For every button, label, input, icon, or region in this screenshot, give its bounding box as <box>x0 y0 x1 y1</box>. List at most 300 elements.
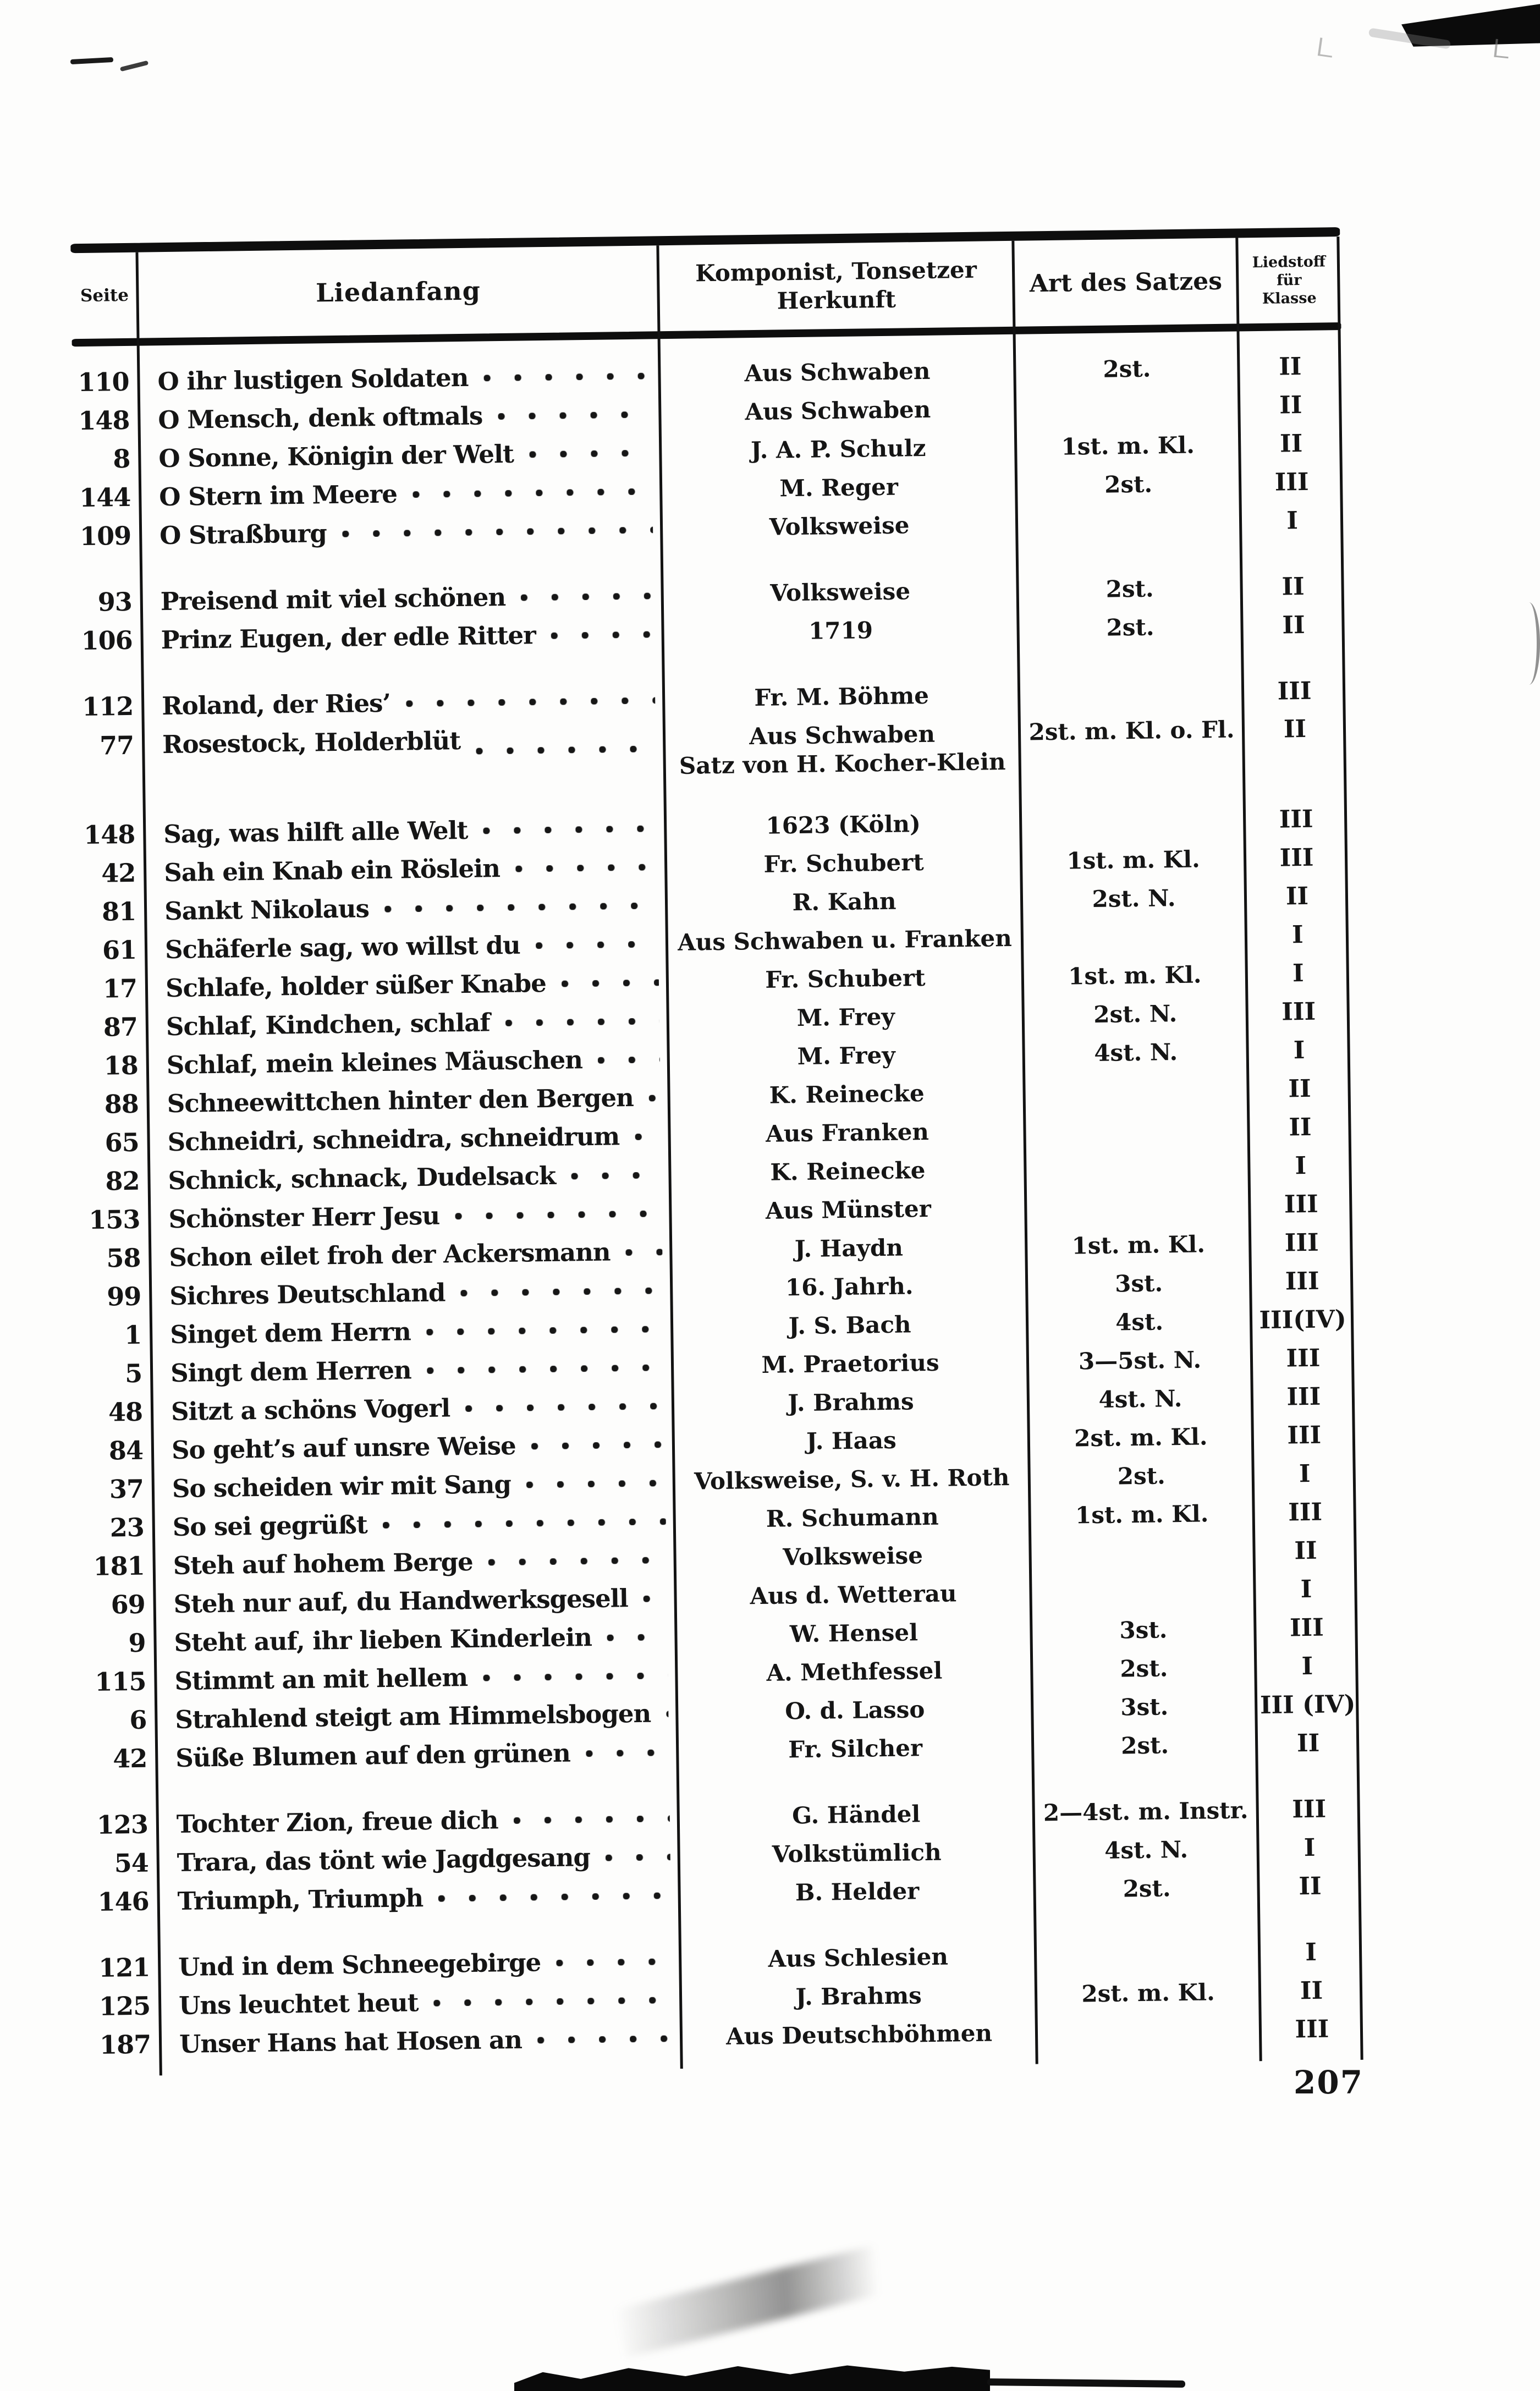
song-title: Sitzt a schöns Vogerl <box>170 1393 450 1426</box>
komponist-herkunft-cell <box>681 1980 1037 2013</box>
dot-leader <box>406 697 655 707</box>
seite-number: 58 <box>106 1243 141 1273</box>
header-komponist-line1: Komponist, Tonsetzer <box>695 256 977 287</box>
komponist-line: Volksweise <box>782 1542 923 1571</box>
song-title: Steht auf, ihr lieben Kinderlein <box>174 1622 592 1657</box>
klasse-cell: III <box>1285 1267 1319 1295</box>
art-des-satzes-cell: 4st. N. <box>1104 1835 1189 1864</box>
liedanfang-cell <box>141 514 662 550</box>
komponist-line: Aus Schwaben u. Franken <box>677 924 1013 956</box>
komponist-herkunft-cell <box>667 924 1023 957</box>
komponist-line: J. S. Bach <box>788 1311 911 1340</box>
song-title: Schneidri, schneidra, schneidrum <box>167 1121 620 1157</box>
song-title: Süße Blumen auf den grünen <box>175 1738 571 1773</box>
seite-number: 37 <box>109 1474 144 1504</box>
komponist-herkunft-cell <box>674 1463 1030 1496</box>
header-komponist-line2: Herkunft <box>777 285 897 315</box>
header-klasse-line2: für <box>1276 271 1302 289</box>
komponist-line: Fr. Schubert <box>763 849 925 878</box>
seite-number: 42 <box>112 1743 147 1774</box>
komponist-herkunft-cell <box>664 714 1020 780</box>
komponist-line: M. Praetorius <box>761 1349 939 1378</box>
dot-leader <box>515 864 657 872</box>
art-des-satzes-cell: 1st. m. Kl. <box>1066 845 1201 875</box>
liedanfang-cell <box>148 1121 670 1157</box>
komponist-line: M. Frey <box>796 1003 895 1032</box>
liedanfang-cell <box>147 967 668 1003</box>
komponist-line: J. Haydn <box>794 1234 904 1263</box>
komponist-herkunft-cell <box>671 1232 1027 1265</box>
seite-number: 82 <box>105 1166 140 1196</box>
letter-group <box>91 1789 1362 1921</box>
dot-leader <box>476 745 656 754</box>
art-des-satzes-cell: 2st. <box>1103 355 1151 383</box>
seite-number: 123 <box>96 1809 148 1840</box>
liedanfang-cell <box>160 1984 681 2020</box>
klasse-cell: I <box>1286 506 1299 535</box>
liedanfang-cell <box>146 928 668 964</box>
song-title: O Mensch, denk oftmals <box>158 400 483 435</box>
komponist-line: Aus Schlesien <box>768 1943 949 1972</box>
dot-leader <box>488 1557 667 1565</box>
dot-leader <box>483 825 657 834</box>
song-title: Sankt Nikolaus <box>164 893 370 926</box>
komponist-line: W. Hensel <box>789 1619 919 1648</box>
liedanfang-cell <box>154 1544 675 1580</box>
seite-number: 110 <box>78 366 129 398</box>
art-des-satzes-cell <box>1025 1089 1248 1092</box>
komponist-herkunft-cell <box>670 1155 1026 1188</box>
klasse-cell: I <box>1305 1938 1317 1966</box>
komponist-line: J. Brahms <box>795 1982 922 2011</box>
song-title: Singet dem Herrn <box>169 1316 411 1349</box>
song-title: Prinz Eugen, der edle Ritter <box>161 620 536 655</box>
art-des-satzes-cell <box>1036 1953 1260 1955</box>
header-seite: Seite <box>80 285 129 306</box>
song-title: Tochter Zion, freue dich <box>176 1805 498 1839</box>
komponist-line: J. A. P. Schulz <box>750 434 926 464</box>
komponist-line: Fr. Silcher <box>788 1734 923 1763</box>
klasse-cell: III <box>1286 1344 1321 1372</box>
scan-artifact-dash <box>70 57 113 64</box>
komponist-line: Aus Franken <box>765 1118 930 1147</box>
liedanfang-cell <box>157 1737 678 1773</box>
komponist-line: B. Helder <box>795 1877 920 1906</box>
art-des-satzes-cell: 3st. <box>1114 1269 1163 1298</box>
dot-leader <box>644 1595 667 1602</box>
komponist-herkunft-cell <box>666 809 1021 842</box>
klasse-cell: II <box>1283 714 1307 744</box>
seite-number: 5 <box>124 1358 142 1389</box>
komponist-herkunft-cell <box>672 1309 1028 1342</box>
liedanfang-cell <box>145 813 666 849</box>
art-des-satzes-cell <box>1031 1551 1255 1554</box>
komponist-line: J. Haas <box>806 1426 897 1455</box>
komponist-line: Aus Münster <box>765 1195 932 1224</box>
liedanfang-cell <box>140 476 662 512</box>
klasse-cell: III <box>1288 1498 1323 1526</box>
seite-number: 81 <box>101 896 136 927</box>
song-title: Steh nur auf, du Handwerksgesell <box>173 1583 629 1619</box>
klasse-cell: I <box>1301 1652 1313 1680</box>
art-des-satzes-cell: 2st. <box>1104 470 1153 498</box>
dot-leader <box>483 372 651 381</box>
seite-number: 144 <box>79 482 131 513</box>
dot-leader <box>598 1056 660 1063</box>
dot-leader <box>413 488 652 498</box>
song-title: O Stern im Meere <box>158 479 398 512</box>
liedanfang-cell <box>161 2022 682 2058</box>
scan-artifact-dash <box>120 61 148 72</box>
seite-number: 1 <box>124 1320 142 1350</box>
klasse-cell: II <box>1288 1074 1311 1103</box>
liedanfang-cell <box>145 851 667 887</box>
dot-leader <box>513 1815 669 1824</box>
klasse-cell: III <box>1279 843 1314 872</box>
komponist-herkunft-cell <box>674 1502 1030 1535</box>
klasse-cell: II <box>1282 611 1305 639</box>
header-klasse-line3: Klasse <box>1262 289 1317 307</box>
liedanfang-cell <box>146 890 667 926</box>
klasse-cell: II <box>1285 882 1309 910</box>
komponist-line: Fr. M. Böhme <box>754 681 930 712</box>
komponist-line: Volkstümlich <box>772 1838 942 1868</box>
art-des-satzes-cell <box>1026 1205 1250 1207</box>
komponist-herkunft-cell <box>679 1837 1035 1870</box>
seite-number: 148 <box>83 819 135 850</box>
komponist-herkunft-cell <box>674 1425 1030 1458</box>
komponist-line: O. d. Lasso <box>784 1696 925 1725</box>
scan-artifact-pencil-mark <box>1318 37 1334 57</box>
dot-leader <box>666 1711 668 1717</box>
seite-number: 48 <box>108 1397 143 1427</box>
song-title: Schon eilet froh der Ackersmann <box>169 1237 610 1272</box>
letter-group <box>75 567 1345 660</box>
song-title: Stimmt an mit hellem <box>174 1662 468 1696</box>
table-header-row <box>70 237 1341 339</box>
komponist-line: Aus d. Wetterau <box>750 1580 957 1610</box>
komponist-herkunft-cell <box>662 576 1018 609</box>
seite-number: 115 <box>95 1666 146 1697</box>
klasse-cell: III(IV) <box>1259 1305 1346 1334</box>
seite-number: 99 <box>106 1281 141 1312</box>
art-des-satzes-cell <box>1025 1166 1249 1169</box>
song-title: Rosestock, Holderblüt <box>162 726 461 760</box>
song-title: Schlaf, Kindchen, schlaf <box>166 1007 491 1041</box>
komponist-herkunft-cell <box>678 1733 1033 1766</box>
seite-number: 54 <box>114 1848 149 1878</box>
header-liedanfang: Liedanfang <box>315 276 481 308</box>
komponist-line: Fr. Schubert <box>765 964 926 993</box>
page-number: 207 <box>1294 2064 1364 2101</box>
komponist-line: Aus Schwaben <box>749 720 936 750</box>
seite-number: 42 <box>101 858 136 888</box>
liedanfang-cell <box>153 1506 675 1542</box>
seite-number: 77 <box>99 730 134 761</box>
klasse-cell: I <box>1291 920 1304 949</box>
dot-leader <box>455 1210 662 1219</box>
dot-leader <box>505 1018 659 1026</box>
klasse-cell: I <box>1292 959 1304 987</box>
header-liedstoff-fuer-klasse <box>1238 252 1341 308</box>
klasse-cell: I <box>1293 1036 1305 1064</box>
komponist-line: Aus Schwaben <box>744 357 931 387</box>
liedanfang-cell <box>153 1467 675 1503</box>
klasse-cell: III <box>1286 1382 1321 1411</box>
seite-number: 18 <box>103 1050 139 1081</box>
komponist-herkunft-cell <box>661 471 1017 504</box>
art-des-satzes-cell: 2st. m. Kl. <box>1074 1422 1208 1452</box>
art-des-satzes-cell: 2st. N. <box>1093 999 1178 1028</box>
liedanfang-cell <box>156 1660 677 1696</box>
song-title: O Sonne, Königin der Welt <box>158 439 514 473</box>
komponist-herkunft-cell <box>675 1579 1031 1612</box>
klasse-cell: II <box>1279 429 1303 458</box>
dot-leader <box>433 1997 672 2007</box>
klasse-cell: I <box>1295 1151 1307 1180</box>
dot-leader <box>483 1672 668 1681</box>
art-des-satzes-cell <box>1022 935 1246 938</box>
liedanfang-cell <box>150 1198 671 1234</box>
song-title: Roland, der Ries’ <box>161 688 391 721</box>
dot-leader <box>384 902 658 913</box>
klasse-cell: III <box>1292 1795 1327 1823</box>
dot-leader <box>537 2035 673 2043</box>
komponist-line: Volksweise <box>769 512 910 541</box>
art-des-satzes-cell: 2st. N. <box>1092 884 1176 913</box>
dot-leader <box>465 1403 664 1412</box>
klasse-cell: III <box>1295 2015 1329 2043</box>
song-title: Singt dem Herren <box>170 1355 411 1388</box>
komponist-herkunft-cell <box>668 963 1024 996</box>
komponist-herkunft-cell <box>676 1656 1032 1689</box>
liedanfang-cell <box>142 619 663 655</box>
komponist-herkunft-cell <box>672 1271 1027 1304</box>
art-des-satzes-cell <box>1015 405 1239 408</box>
komponist-herkunft-cell <box>678 1799 1034 1832</box>
art-des-satzes-cell: 4st. <box>1115 1307 1164 1336</box>
scan-artifact-bottom-smudge <box>614 2235 925 2358</box>
art-des-satzes-cell: 1st. m. Kl. <box>1068 960 1202 990</box>
art-des-satzes-cell: 1st. m. Kl. <box>1061 431 1195 460</box>
song-title: Schnick, schnack, Dudelsack <box>168 1161 556 1195</box>
song-title: O Straßburg <box>159 518 327 550</box>
komponist-line: 1719 <box>808 617 873 645</box>
art-des-satzes-cell <box>1025 1128 1249 1130</box>
liedanfang-cell <box>141 580 663 616</box>
art-des-satzes-cell: 1st. m. Kl. <box>1075 1499 1209 1529</box>
klasse-cell: III <box>1287 1421 1322 1449</box>
komponist-herkunft-cell <box>662 510 1018 543</box>
dot-leader <box>498 411 651 420</box>
table-body <box>72 330 1364 2079</box>
komponist-herkunft-cell <box>669 1078 1025 1111</box>
liedanfang-cell <box>147 1005 669 1041</box>
dot-leader <box>607 1634 668 1641</box>
art-des-satzes-cell: 2st. <box>1120 1731 1169 1759</box>
dot-leader <box>383 1518 666 1529</box>
song-title: Steh auf hohem Berge <box>173 1547 474 1580</box>
seite-number: 181 <box>93 1551 145 1581</box>
komponist-herkunft-cell <box>666 847 1022 880</box>
song-index-table <box>70 227 1363 2079</box>
seite-number: 109 <box>79 520 131 552</box>
komponist-line: Aus Deutschböhmen <box>725 2019 993 2050</box>
liedanfang-cell <box>139 399 661 435</box>
art-des-satzes-cell: 2st. <box>1120 1654 1168 1682</box>
letter-group <box>76 671 1347 788</box>
klasse-cell: II <box>1279 391 1302 420</box>
song-title: Schlaf, mein kleines Mäuschen <box>166 1045 583 1080</box>
liedanfang-cell <box>160 1946 681 1982</box>
seite-number: 112 <box>81 691 134 722</box>
dot-leader <box>526 1480 666 1488</box>
seite-number: 153 <box>89 1204 140 1235</box>
seite-number: 125 <box>98 1991 151 2021</box>
seite-number: 61 <box>102 935 137 965</box>
art-des-satzes-cell: 2st. m. Kl. <box>1081 1978 1216 2007</box>
art-des-satzes-cell <box>1019 691 1243 694</box>
art-des-satzes-cell: 1st. m. Kl. <box>1071 1230 1206 1260</box>
liedanfang-cell <box>139 360 660 396</box>
komponist-line: M. Reger <box>779 473 899 502</box>
seite-number: 8 <box>113 443 130 474</box>
komponist-line: Volksweise, S. v. H. Roth <box>694 1464 1010 1495</box>
liedanfang-cell <box>144 718 665 769</box>
dot-leader <box>626 1249 663 1256</box>
komponist-line: Volksweise <box>770 578 911 607</box>
song-title: Schneewittchen hinter den Bergen <box>167 1082 634 1118</box>
seite-number: 93 <box>97 586 133 617</box>
song-title: Sichres Deutschland <box>169 1277 446 1311</box>
liedanfang-cell <box>140 437 661 473</box>
song-title: Sah ein Knab ein Röslein <box>163 853 501 887</box>
komponist-line: K. Reinecke <box>769 1080 925 1109</box>
seite-number: 146 <box>97 1886 150 1917</box>
art-des-satzes-cell <box>1017 521 1241 524</box>
komponist-line: 1623 (Köln) <box>766 810 921 839</box>
song-title: Preisend mit viel schönen <box>160 582 506 616</box>
art-des-satzes-cell <box>1037 2030 1261 2032</box>
song-title: Unser Hans hat Hosen an <box>179 2025 522 2059</box>
komponist-line: 16. Jahrh. <box>785 1272 914 1301</box>
klasse-cell: III <box>1277 677 1312 706</box>
seite-number: 121 <box>98 1952 150 1983</box>
klasse-cell: III (IV) <box>1260 1690 1356 1719</box>
klasse-cell: I <box>1299 1459 1311 1488</box>
klasse-cell: I <box>1304 1833 1316 1862</box>
seite-number: 87 <box>103 1012 138 1042</box>
art-des-satzes-cell <box>1021 820 1245 822</box>
letter-group <box>72 347 1344 556</box>
klasse-cell: II <box>1299 1872 1322 1900</box>
klasse-cell: III <box>1282 997 1316 1026</box>
komponist-line: A. Methfessel <box>766 1657 943 1686</box>
song-title: Trara, das tönt wie Jagdgesang <box>177 1842 591 1877</box>
dot-leader <box>551 631 654 639</box>
klasse-cell: I <box>1300 1575 1312 1603</box>
dot-leader <box>556 1958 672 1966</box>
klasse-cell: II <box>1282 572 1305 601</box>
komponist-line: R. Schumann <box>766 1503 939 1532</box>
klasse-cell: II <box>1289 1113 1312 1141</box>
klasse-cell: III <box>1289 1613 1324 1642</box>
scan-artifact-edge-arc <box>1518 602 1540 685</box>
art-des-satzes-cell: 2st. <box>1106 613 1154 641</box>
liedanfang-cell <box>150 1236 672 1272</box>
komponist-herkunft-cell <box>677 1694 1033 1727</box>
letter-group <box>78 799 1360 1778</box>
art-des-satzes-cell: 2st. <box>1117 1461 1166 1490</box>
komponist-herkunft-cell <box>675 1540 1031 1573</box>
komponist-line: M. Frey <box>797 1041 896 1070</box>
komponist-line: G. Händel <box>791 1800 921 1829</box>
klasse-cell: III <box>1274 468 1309 497</box>
klasse-cell: II <box>1296 1729 1320 1757</box>
dot-leader <box>342 526 653 537</box>
song-title: Schäferle sag, wo willst du <box>164 930 520 964</box>
komponist-herkunft-cell <box>663 614 1019 647</box>
klasse-cell: II <box>1294 1536 1317 1565</box>
header-art-des-satzes: Art des Satzes <box>1029 267 1223 298</box>
art-des-satzes-cell: 4st. N. <box>1098 1384 1182 1413</box>
song-title: Uns leuchtet heut <box>178 1987 419 2020</box>
liedanfang-cell <box>151 1275 672 1311</box>
art-des-satzes-cell <box>1031 1590 1255 1592</box>
liedanfang-cell <box>158 1880 680 1916</box>
song-title: Und in dem Schneegebirge <box>178 1947 541 1982</box>
seite-number: 9 <box>128 1628 146 1658</box>
komponist-herkunft-cell <box>676 1617 1032 1650</box>
dot-leader <box>606 1854 670 1861</box>
seite-number: 6 <box>129 1705 147 1735</box>
art-des-satzes-cell: 3st. <box>1119 1615 1168 1644</box>
seite-number: 84 <box>108 1435 144 1466</box>
song-title: O ihr lustigen Soldaten <box>157 362 469 396</box>
liedanfang-cell <box>158 1842 679 1877</box>
dot-leader <box>635 1133 661 1140</box>
liedanfang-cell <box>155 1583 676 1619</box>
header-komponist-herkunft <box>658 255 1014 317</box>
header-klasse-line1: Liedstoff <box>1252 252 1326 271</box>
klasse-cell: II <box>1300 1976 1323 2005</box>
komponist-line: Aus Schwaben <box>745 395 931 426</box>
dot-leader <box>586 1749 669 1757</box>
liedanfang-cell <box>156 1699 678 1734</box>
klasse-cell: III <box>1284 1190 1319 1219</box>
komponist-herkunft-cell <box>670 1194 1026 1227</box>
dot-leader <box>562 979 659 987</box>
komponist-herkunft-cell <box>667 886 1022 919</box>
komponist-line: R. Kahn <box>792 887 897 916</box>
liedanfang-cell <box>158 1803 679 1839</box>
seite-number: 148 <box>78 405 130 436</box>
art-des-satzes-cell: 4st. N. <box>1093 1038 1178 1067</box>
seite-number: 69 <box>111 1589 146 1620</box>
komponist-herkunft-cell <box>673 1386 1029 1419</box>
song-title: Triumph, Triumph <box>177 1883 424 1916</box>
komponist-herkunft-cell <box>661 433 1016 466</box>
song-title: So geht’s auf unsre Weise <box>171 1431 516 1465</box>
letter-group <box>93 1932 1364 2064</box>
art-des-satzes-cell: 3st. <box>1120 1692 1169 1721</box>
dot-leader <box>571 1172 662 1179</box>
art-des-satzes-cell: 3—5st. N. <box>1078 1346 1202 1375</box>
scan-artifact-bottom-ink <box>987 2378 1185 2388</box>
dot-leader <box>536 941 659 949</box>
liedanfang-cell <box>147 1044 669 1080</box>
liedanfang-cell <box>155 1622 676 1657</box>
